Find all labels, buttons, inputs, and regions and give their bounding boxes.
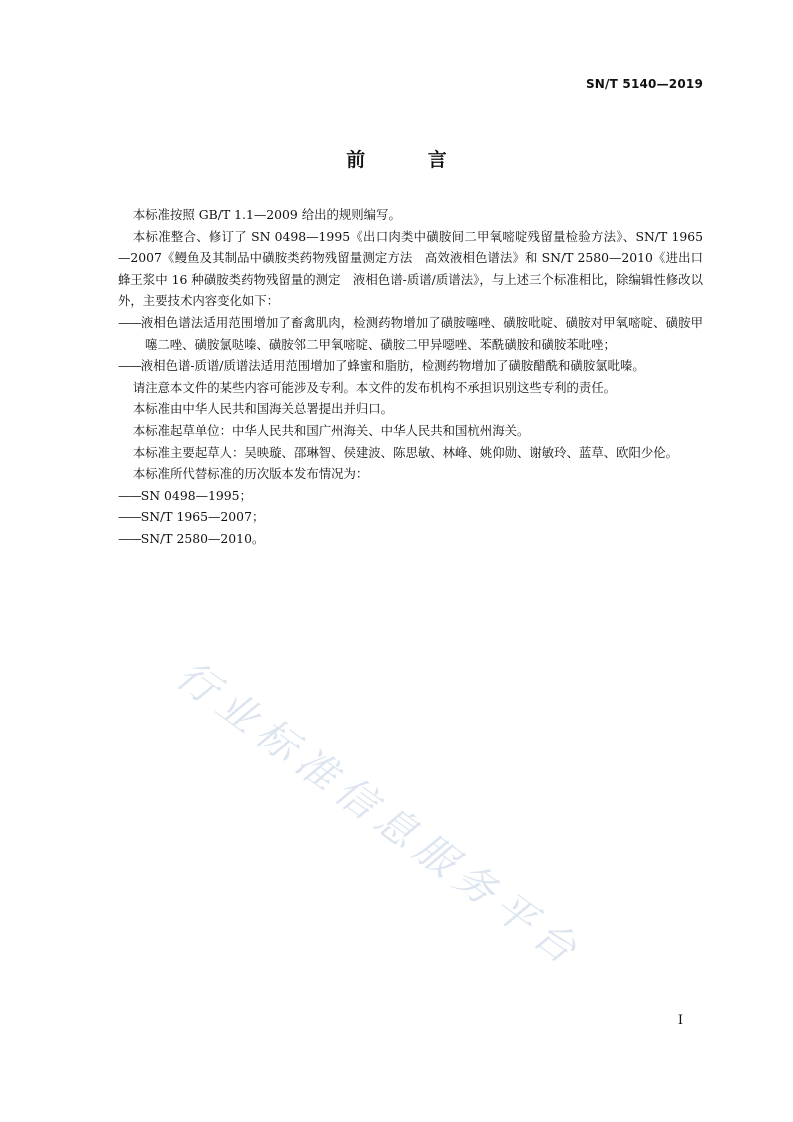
dash-mark: ——: [118, 530, 141, 546]
previous-version-text: SN 0498—1995；: [140, 487, 252, 503]
dash-mark: ——: [118, 509, 141, 525]
watermark: 行业标准信息服务平台: [167, 652, 592, 978]
paragraph-patent-notice: 请注意本文件的某些内容可能涉及专利。本文件的发布机构不承担识别这些专利的责任。: [132, 379, 617, 395]
dash-mark: ——: [118, 358, 141, 374]
previous-version-item: [118, 485, 703, 507]
paragraph-drafting-units: 本标准起草单位：中华人民共和国广州海关、中华人民共和国杭州海关。: [132, 422, 530, 438]
change-item-text: 液相色谱法适用范围增加了畜禽肌肉，检测药物增加了磺胺噻唑、磺胺吡啶、磺胺对甲氧嘧啶、磺胺甲噻二唑、磺胺氯哒嗪、磺胺邻二甲氧嘧啶、磺胺二甲异噁唑、苯酰磺胺和磺胺苯吡唑；: [140, 314, 703, 352]
previous-version-text: SN/T 1965—2007；: [140, 509, 265, 525]
change-item-text: 液相色谱-质谱/质谱法适用范围增加了蜂蜜和脂肪，检测药物增加了磺胺醋酰和磺胺氯吡嗪。: [140, 358, 645, 374]
change-item-lcms: [118, 355, 703, 377]
page-title: 前 言: [346, 149, 475, 171]
previous-version-item: [118, 528, 703, 550]
paragraph-drafting-rules: 本标准按照 GB/T 1.1—2009 给出的规则编写。: [132, 207, 401, 222]
dash-mark: ——: [118, 314, 141, 330]
paragraph-previous-editions: 本标准所代替标准的历次版本发布情况为：: [132, 466, 369, 482]
page-number: I: [677, 1013, 683, 1028]
paragraph-drafters: 本标准主要起草人：吴映璇、邵琳智、侯建波、陈思敏、林峰、姚仰勋、谢敏玲、蓝草、欧阳少伦。: [132, 444, 679, 460]
previous-version-item: [118, 506, 703, 528]
change-item-lc: [118, 312, 703, 355]
paragraph-integration: 本标准整合、修订了 SN 0498—1995《出口肉类中磺胺间二甲氧嘧啶残留量检验方法》、SN/T 1965—2007《鳗鱼及其制品中磺胺类药物残留量测定方法 高效液相色谱法》和 SN/T 2580—2010《进出口蜂王浆中 16 种磺胺类药物残留量的测定 液相色谱-质谱/质谱法》，与上述三个标准相比，除编辑性修改以外，主要技术内容变化如下：: [118, 228, 703, 309]
previous-version-text: SN/T 2580—2010。: [140, 530, 265, 546]
paragraph-proposer: 本标准由中华人民共和国海关总署提出并归口。: [132, 401, 394, 417]
dash-mark: ——: [118, 487, 141, 503]
foreword-body: [118, 204, 703, 550]
standard-number: SN/T 5140—2019: [585, 77, 703, 91]
